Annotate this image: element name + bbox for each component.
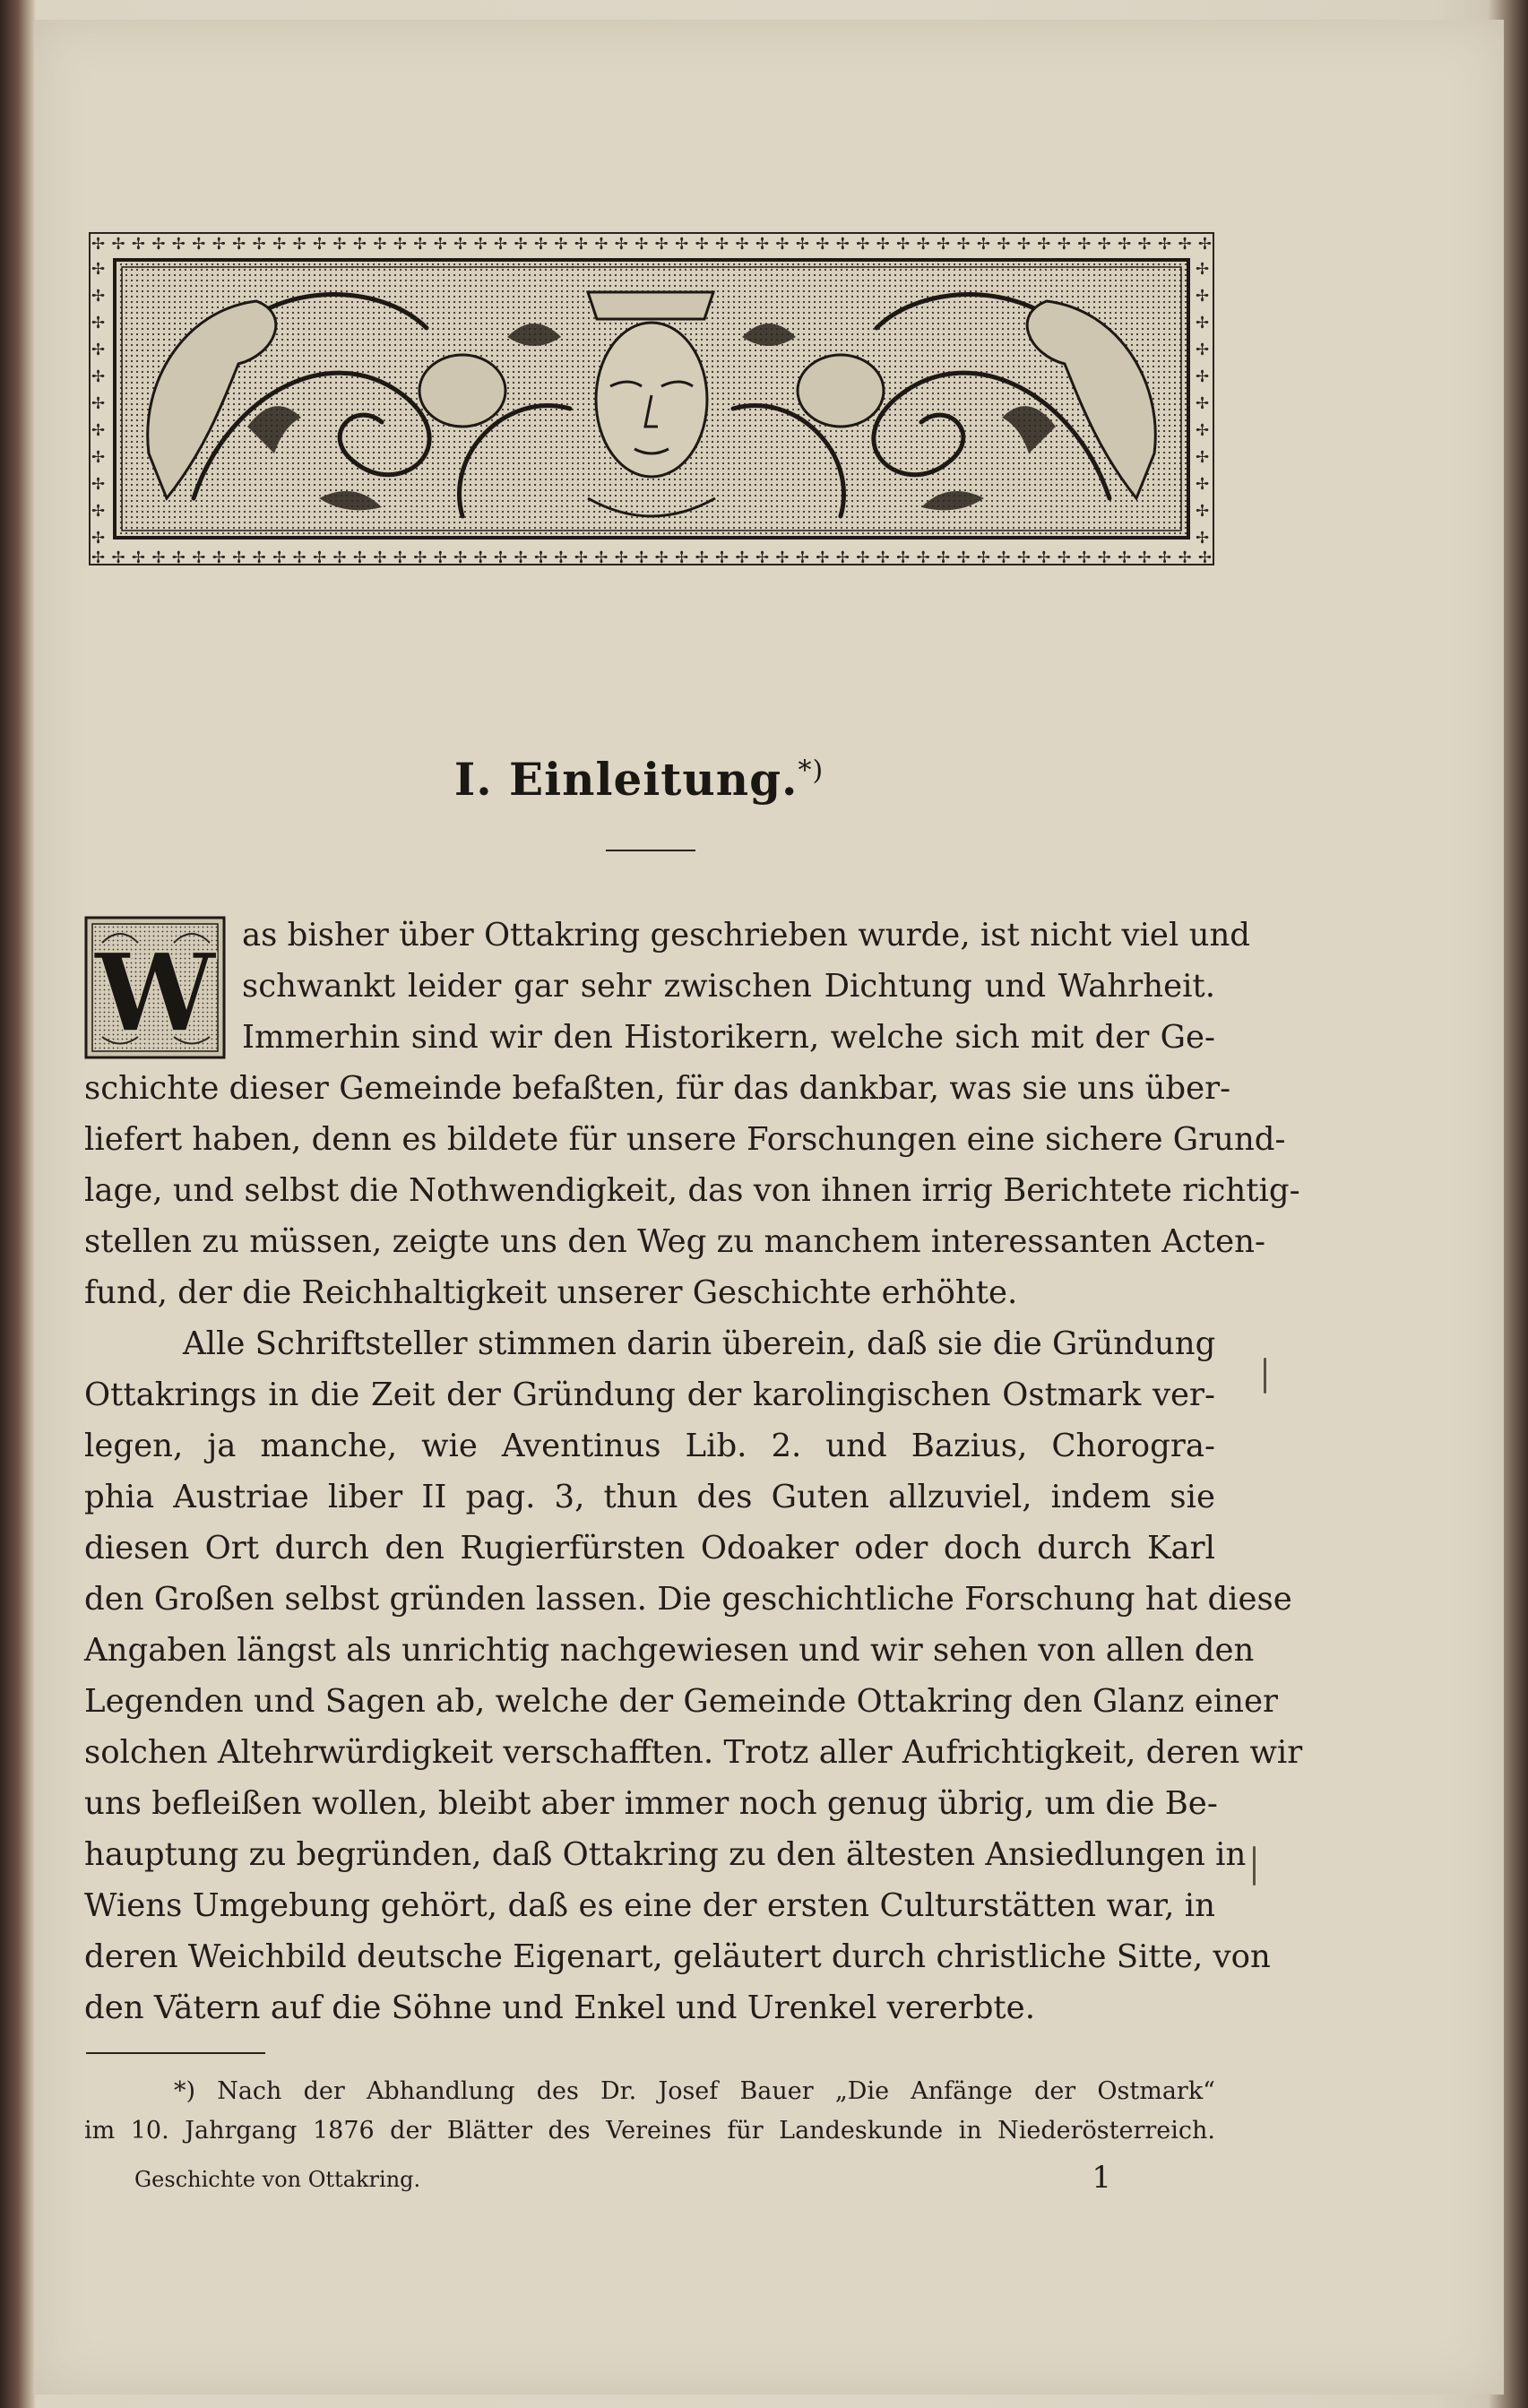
- text-line: fund, der die Reichhaltigkeit unserer Geschichte erhöhte.: [84, 1274, 1018, 1311]
- text-line: deren Weichbild deutsche Eigenart, geläutert durch christliche Sitte, von: [84, 1938, 1271, 1975]
- svg-text:✢: ✢: [91, 448, 106, 467]
- text-line: den Vätern auf die Söhne und Enkel und Urenkel vererbte.: [84, 1989, 1035, 2026]
- text-line: lage, und selbst die Nothwendigkeit, das von ihnen irrig Berichtete richtig-: [84, 1172, 1300, 1209]
- dropcap-letter: W: [94, 930, 216, 1057]
- svg-text:✢: ✢: [1196, 448, 1210, 467]
- footnote: [84, 2072, 1215, 2151]
- text-line: Ottakrings in die Zeit der Gründung der karolingischen Ostmark ver-: [84, 1377, 1215, 1413]
- svg-text:✢: ✢: [91, 529, 106, 548]
- svg-text:✢: ✢: [91, 502, 106, 521]
- text-line: hauptung zu begründen, daß Ottakring zu den ältesten Ansiedlungen in: [84, 1836, 1247, 1873]
- margin-mark: [1264, 1358, 1266, 1394]
- svg-text:✢: ✢: [91, 421, 106, 440]
- text-line: liefert haben, denn es bildete für unsere Forschungen eine sichere Grund-: [84, 1121, 1286, 1158]
- running-title: Geschichte von Ottakring.: [134, 2167, 421, 2192]
- svg-text:✢✢✢✢✢✢✢✢✢✢✢✢✢✢✢✢✢✢✢✢✢✢✢✢✢✢✢✢✢✢: ✢✢✢✢✢✢✢✢✢✢✢✢✢✢✢✢✢✢✢✢✢✢✢✢✢✢✢✢✢✢✢✢✢✢✢✢✢✢✢✢✢✢✢✢✢✢✢✢✢✢✢✢✢✢✢✢: [91, 235, 1213, 254]
- svg-text:✢: ✢: [91, 341, 106, 359]
- footnote-marker: *): [798, 755, 824, 787]
- text-line: diesen Ort durch den Rugierfürsten Odoaker oder doch durch Karl: [84, 1530, 1215, 1566]
- margin-mark: [1253, 1846, 1256, 1886]
- svg-text:✢: ✢: [1196, 502, 1210, 521]
- text-line: Alle Schriftsteller stimmen darin überein, daß sie die Gründung: [183, 1325, 1216, 1362]
- text-line: den Großen selbst gründen lassen. Die geschichtliche Forschung hat diese: [84, 1581, 1292, 1618]
- svg-text:✢: ✢: [1196, 421, 1210, 440]
- svg-text:✢: ✢: [91, 475, 106, 494]
- svg-text:✢: ✢: [91, 394, 106, 413]
- text-line: phia Austriae liber II pag. 3, thun des Guten allzuviel, indem sie: [84, 1479, 1215, 1515]
- text-line: legen, ja manche, wie Aventinus Lib. 2. und Bazius, Chorogra-: [84, 1428, 1215, 1464]
- chapter-title-text: I. Einleitung.: [453, 753, 799, 806]
- footnote-line: *) Nach der Abhandlung des Dr. Josef Bauer „Die Anfänge der Ostmark“: [174, 2077, 1215, 2105]
- svg-text:✢: ✢: [91, 314, 106, 332]
- svg-text:✢: ✢: [1196, 475, 1210, 494]
- svg-text:✢: ✢: [1196, 367, 1210, 386]
- text-line: as bisher über Ottakring geschrieben wurde, ist nicht viel und: [242, 917, 1251, 954]
- svg-text:✢: ✢: [1196, 529, 1210, 548]
- text-line: Legenden und Sagen ab, welche der Gemeinde Ottakring den Glanz einer: [84, 1683, 1278, 1720]
- text-line: Wiens Umgebung gehört, daß es eine der ersten Culturstätten war, in: [84, 1887, 1215, 1924]
- header-ornament: [86, 229, 1217, 568]
- page-number: 1: [1092, 2160, 1111, 2196]
- svg-text:✢: ✢: [1196, 394, 1210, 413]
- svg-text:✢: ✢: [1196, 287, 1210, 306]
- svg-text:✢: ✢: [1196, 341, 1210, 359]
- svg-text:✢: ✢: [91, 367, 106, 386]
- text-line: uns befleißen wollen, bleibt aber immer noch genug übrig, um die Be-: [84, 1785, 1218, 1822]
- text-line: solchen Altehrwürdigkeit verschafften. Trotz aller Aufrichtigkeit, deren wir: [84, 1734, 1303, 1771]
- title-divider: [606, 850, 695, 851]
- text-line: Immerhin sind wir den Historikern, welche sich mit der Ge-: [242, 1019, 1215, 1056]
- svg-text:✢✢✢✢✢✢✢✢✢✢✢✢✢✢✢✢✢✢✢✢✢✢✢✢✢✢✢✢✢✢: ✢✢✢✢✢✢✢✢✢✢✢✢✢✢✢✢✢✢✢✢✢✢✢✢✢✢✢✢✢✢✢✢✢✢✢✢✢✢✢✢✢✢✢✢✢✢✢✢✢✢✢✢✢✢✢✢: [91, 548, 1213, 567]
- text-line: schichte dieser Gemeinde befaßten, für das dankbar, was sie uns über-: [84, 1070, 1231, 1107]
- svg-text:✢: ✢: [91, 260, 106, 279]
- svg-text:✢: ✢: [1196, 260, 1210, 279]
- book-spine-edge: [0, 0, 36, 2408]
- body-text: [84, 910, 1303, 2033]
- text-line: schwankt leider gar sehr zwischen Dichtung und Wahrheit.: [242, 968, 1215, 1005]
- svg-text:✢: ✢: [91, 287, 106, 306]
- text-line: Angaben längst als unrichtig nachgewiesen und wir sehen von allen den: [84, 1632, 1255, 1669]
- text-line: stellen zu müssen, zeigte uns den Weg zu manchem interessanten Acten-: [84, 1223, 1265, 1260]
- chapter-title: [0, 753, 1278, 806]
- svg-text:✢: ✢: [1196, 314, 1210, 332]
- footnote-divider: [86, 2052, 265, 2054]
- footnote-line: im 10. Jahrgang 1876 der Blätter des Vereines für Landeskunde in Niederösterreich.: [84, 2117, 1215, 2145]
